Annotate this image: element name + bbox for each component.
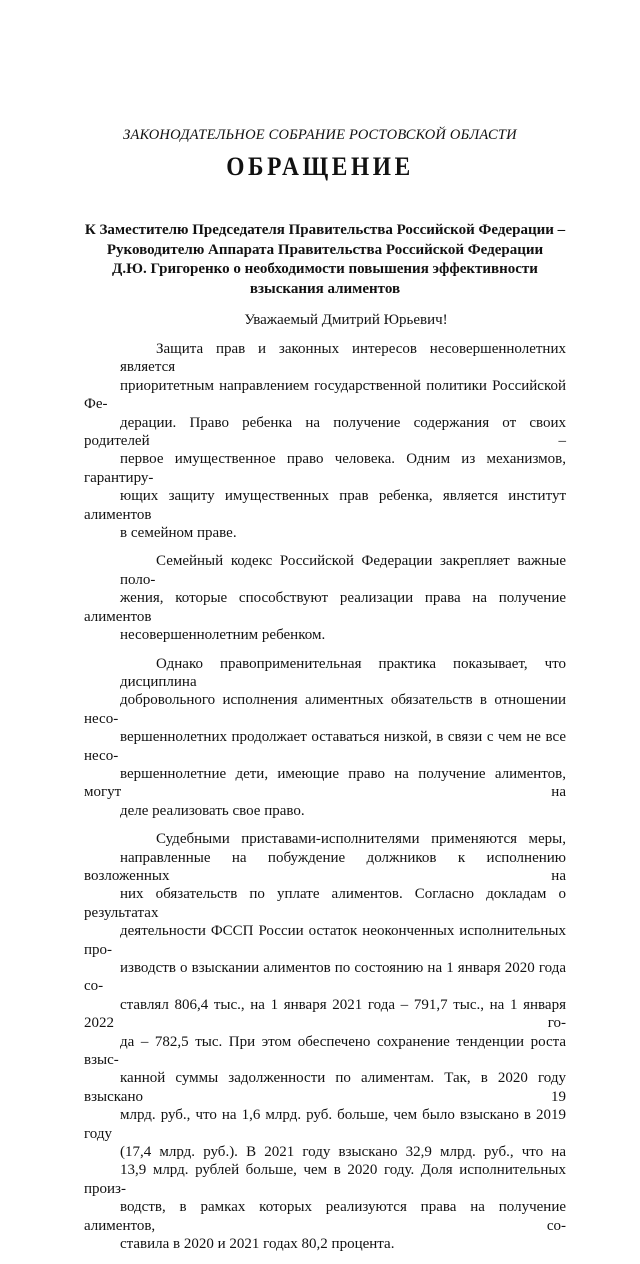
text-line: 13,9 млрд. рублей больше, чем в 2020 году. Доля исполнительных произ- (84, 1162, 566, 1197)
salutation: Уважаемый Дмитрий Юрьевич! (244, 312, 448, 328)
text-line: канной суммы задолженности по алиментам. Так, в 2020 году взыскано 19 (84, 1070, 566, 1105)
paragraph-1 (84, 340, 566, 542)
text-line: млрд. руб., что на 1,6 млрд. руб. больше, чем было взыскано в 2019 году (84, 1107, 566, 1142)
text-line: в семейном праве. (120, 525, 237, 542)
text-line: Семейный кодекс Российской Федерации закрепляет важные поло- (120, 553, 566, 588)
paragraph-4 (84, 830, 566, 1253)
text-line: добровольного исполнения алиментных обязательств в отношении несо- (84, 692, 566, 727)
text-line: ставлял 806,4 тыс., на 1 января 2021 года – 791,7 тыс., на 1 января 2022 го- (84, 996, 566, 1032)
text-line: вершеннолетних продолжает оставаться низкой, в связи с чем не все несо- (84, 729, 566, 764)
addressee-heading (70, 221, 580, 299)
paragraph-3 (84, 655, 566, 821)
heading-line: К Заместителю Председателя Правительства Российской Федерации – (84, 222, 566, 238)
organization-name: ЗАКОНОДАТЕЛЬНОЕ СОБРАНИЕ РОСТОВСКОЙ ОБЛАСТИ (123, 127, 517, 143)
text-line: (17,4 млрд. руб.). В 2021 году взыскано 32,9 млрд. руб., что на (120, 1144, 566, 1161)
text-line: первое имущественное право человека. Одним из механизмов, гарантиру- (84, 451, 566, 486)
text-line: несовершеннолетним ребенком. (120, 627, 326, 644)
text-line: водств, в рамках которых реализуются права на получение алиментов, со- (84, 1199, 566, 1234)
heading-line: Д.Ю. Григоренко о необходимости повышения эффективности (112, 261, 538, 278)
text-line: да – 782,5 тыс. При этом обеспечено сохранение тенденции роста взыс- (84, 1033, 566, 1069)
text-line: изводств о взыскании алиментов по состоянию на 1 января 2020 года со- (84, 960, 566, 995)
heading-line: взыскания алиментов (249, 280, 401, 297)
text-line: направленные на побуждение должников к исполнению возложенных на (84, 849, 566, 884)
letter-body (84, 340, 566, 1264)
text-line: ющих защиту имущественных прав ребенка, является институт алиментов (84, 488, 566, 523)
text-line: Защита прав и законных интересов несовершеннолетних является (120, 341, 566, 376)
text-line: вершеннолетние дети, имеющие право на получение алиментов, могут на (84, 765, 566, 801)
paragraph-2 (84, 552, 566, 644)
text-line: деле реализовать свое право. (120, 802, 305, 819)
text-line: деятельности ФССП России остаток неоконченных исполнительных про- (84, 923, 566, 958)
text-line: Однако правоприменительная практика показывает, что дисциплина (120, 655, 566, 690)
heading-line: Руководителю Аппарата Правительства Российской Федерации (106, 241, 544, 258)
document-title: ОБРАЩЕНИЕ (226, 152, 414, 181)
text-line: дерации. Право ребенка на получение содержания от своих родителей – (84, 414, 566, 450)
text-line: ставила в 2020 и 2021 годах 80,2 процента. (120, 1236, 395, 1253)
text-line: Судебными приставами-исполнителями применяются меры, (156, 831, 566, 848)
text-line: жения, которые способствуют реализации права на получение алиментов (84, 590, 566, 625)
text-line: них обязательств по уплате алиментов. Согласно докладам о результатах (84, 886, 566, 921)
text-line: приоритетным направлением государственной политики Российской Фе- (84, 377, 566, 413)
